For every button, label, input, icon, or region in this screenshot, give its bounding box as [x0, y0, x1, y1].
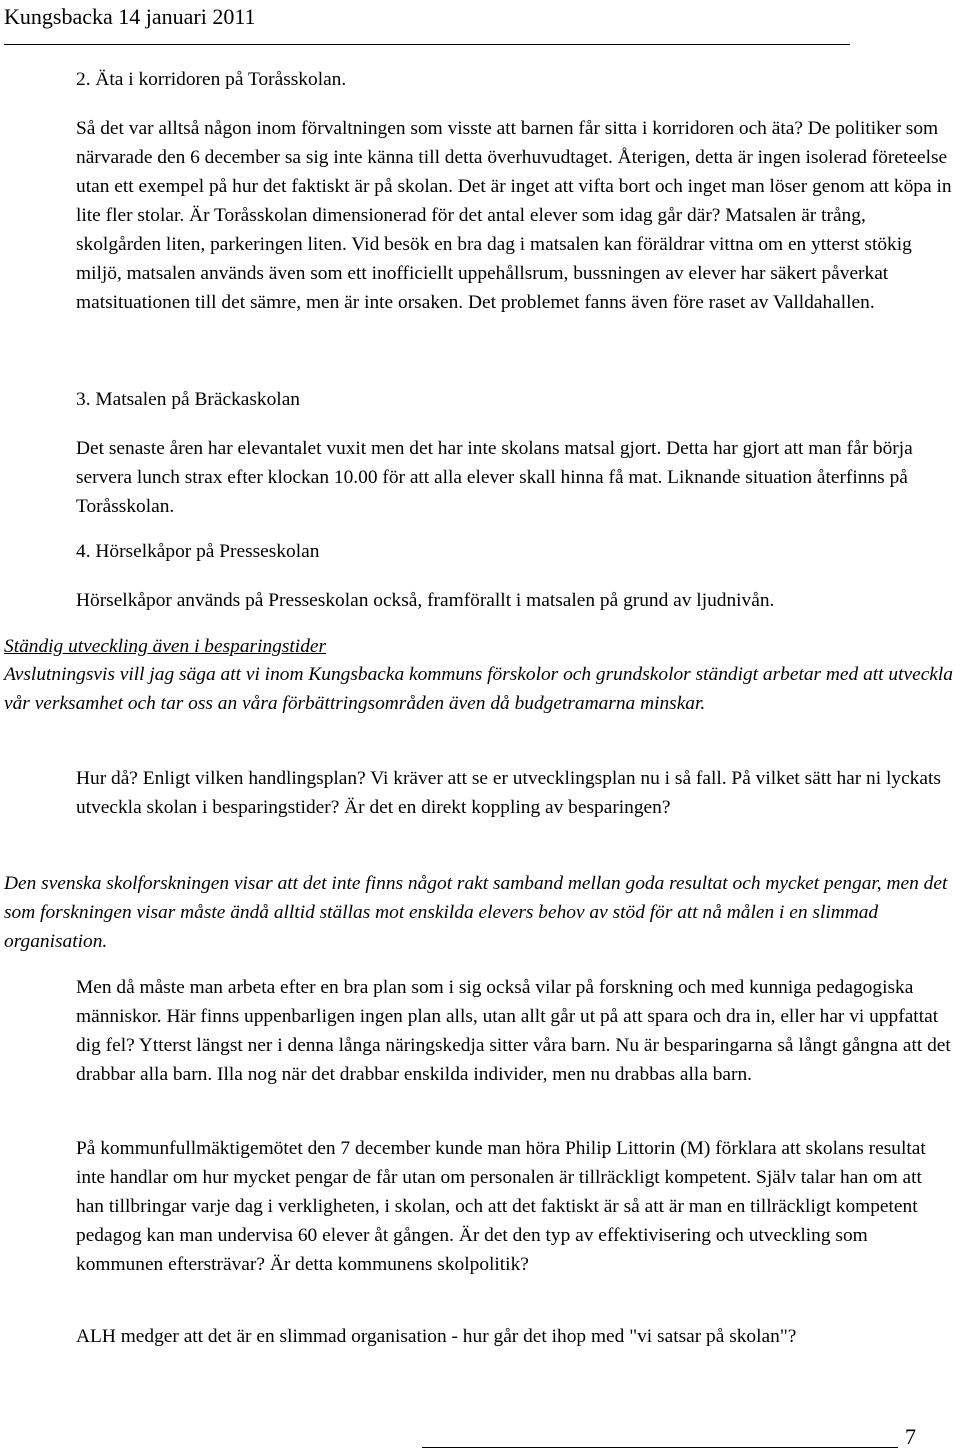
- item-2-title: 2. Äta i korridoren på Toråsskolan.: [76, 69, 347, 90]
- footer-rule: [422, 1447, 898, 1448]
- research-quote: Den svenska skolforskningen visar att det inte finns något rakt samband mellan goda resultat och mycket pengar, men det som forskningen visar måste ändå alltid ställas mot enskilda elevers behov av stöd för att nå målen i en slimmad organisation.: [4, 873, 948, 952]
- document-header-title: Kungsbacka 14 januari 2011: [4, 4, 256, 29]
- paragraph-meeting: På kommunfullmäktigemötet den 7 december kunde man höra Philip Littorin (M) förklara att skolans resultat inte handlar om hur mycket pengar de får utan om personalen är tillräckligt kompetent. Själv talar han om att han tillbringar varje dag i verkligheten, i skolan, och att det faktiskt är så att är man en tillräckligt kompetent pedagog kan man undervisa 60 elever åt gången. Är det den typ av effektivisering och utveckling som kommunen eftersträvar? Är detta kommunens skolpolitik?: [76, 1138, 926, 1275]
- paragraph-how: Hur då? Enligt vilken handlingsplan? Vi kräver att se er utvecklingsplan nu i så fall. På vilket sätt har ni lyckats utveckla skolan i besparingstider? Är det en direkt koppling av besparingen?: [76, 768, 941, 818]
- paragraph-plan: Men då måste man arbeta efter en bra plan som i sig också vilar på forskning och med kunniga pedagogiska människor. Här finns uppenbarligen ingen plan alls, utan allt går ut på att spara och dra in, eller har vi uppfattat dig fel? Ytterst längst ner i denna långa näringskedja sitter våra barn. Nu är besparingarna så långt gångna att det drabbar alla barn. Illa nog när det drabbar enskilda individer, men nu drabbas alla barn.: [76, 977, 951, 1085]
- item-3-title: 3. Matsalen på Bräckaskolan: [76, 389, 300, 410]
- item-3-body: Det senaste åren har elevantalet vuxit men det har inte skolans matsal gjort. Detta har gjort att man får börja servera lunch strax efter klockan 10.00 för att alla elever skall hinna få mat. Liknande situation återfinns på Toråsskolan.: [76, 438, 913, 517]
- page-number: 7: [905, 1424, 916, 1449]
- item-4-body: Hörselkåpor används på Presseskolan också, framförallt i matsalen på grund av ljudnivån.: [76, 590, 775, 611]
- item-4-title: 4. Hörselkåpor på Presseskolan: [76, 541, 320, 562]
- paragraph-alh: ALH medger att det är en slimmad organisation - hur går det ihop med "vi satsar på skolan"?: [76, 1326, 797, 1347]
- header-rule: [4, 44, 850, 45]
- item-2-body: Så det var alltså någon inom förvaltningen som visste att barnen får sitta i korridoren och äta? De politiker som närvarade den 6 december sa sig inte känna till detta överhuvudtaget. Återigen, detta är ingen isolerad företeelse utan ett exempel på hur det faktiskt är på skolan. Det är inget att vifta bort och inget man löser genom att köpa in lite fler stolar. Är Toråsskolan dimensionerad för det antal elever som idag går där? Matsalen är trång, skolgården liten, parkeringen liten. Vid besök en bra dag i matsalen kan föräldrar vittna om en ytterst stökig miljö, matsalen används även som ett inofficiellt uppehållsrum, bussningen av elever har säkert påverkat matsituationen till det sämre, men är inte orsaken. Det problemet fanns även före raset av Valldahallen.: [76, 118, 952, 313]
- section-heading: Ständig utveckling även i besparingstider: [4, 636, 327, 657]
- section-intro: Avslutningsvis vill jag säga att vi inom Kungsbacka kommuns förskolor och grundskolor ständigt arbetar med att utveckla vår verksamhet och tar oss an våra förbättringsområden även då budgetramarna minskar.: [4, 664, 953, 714]
